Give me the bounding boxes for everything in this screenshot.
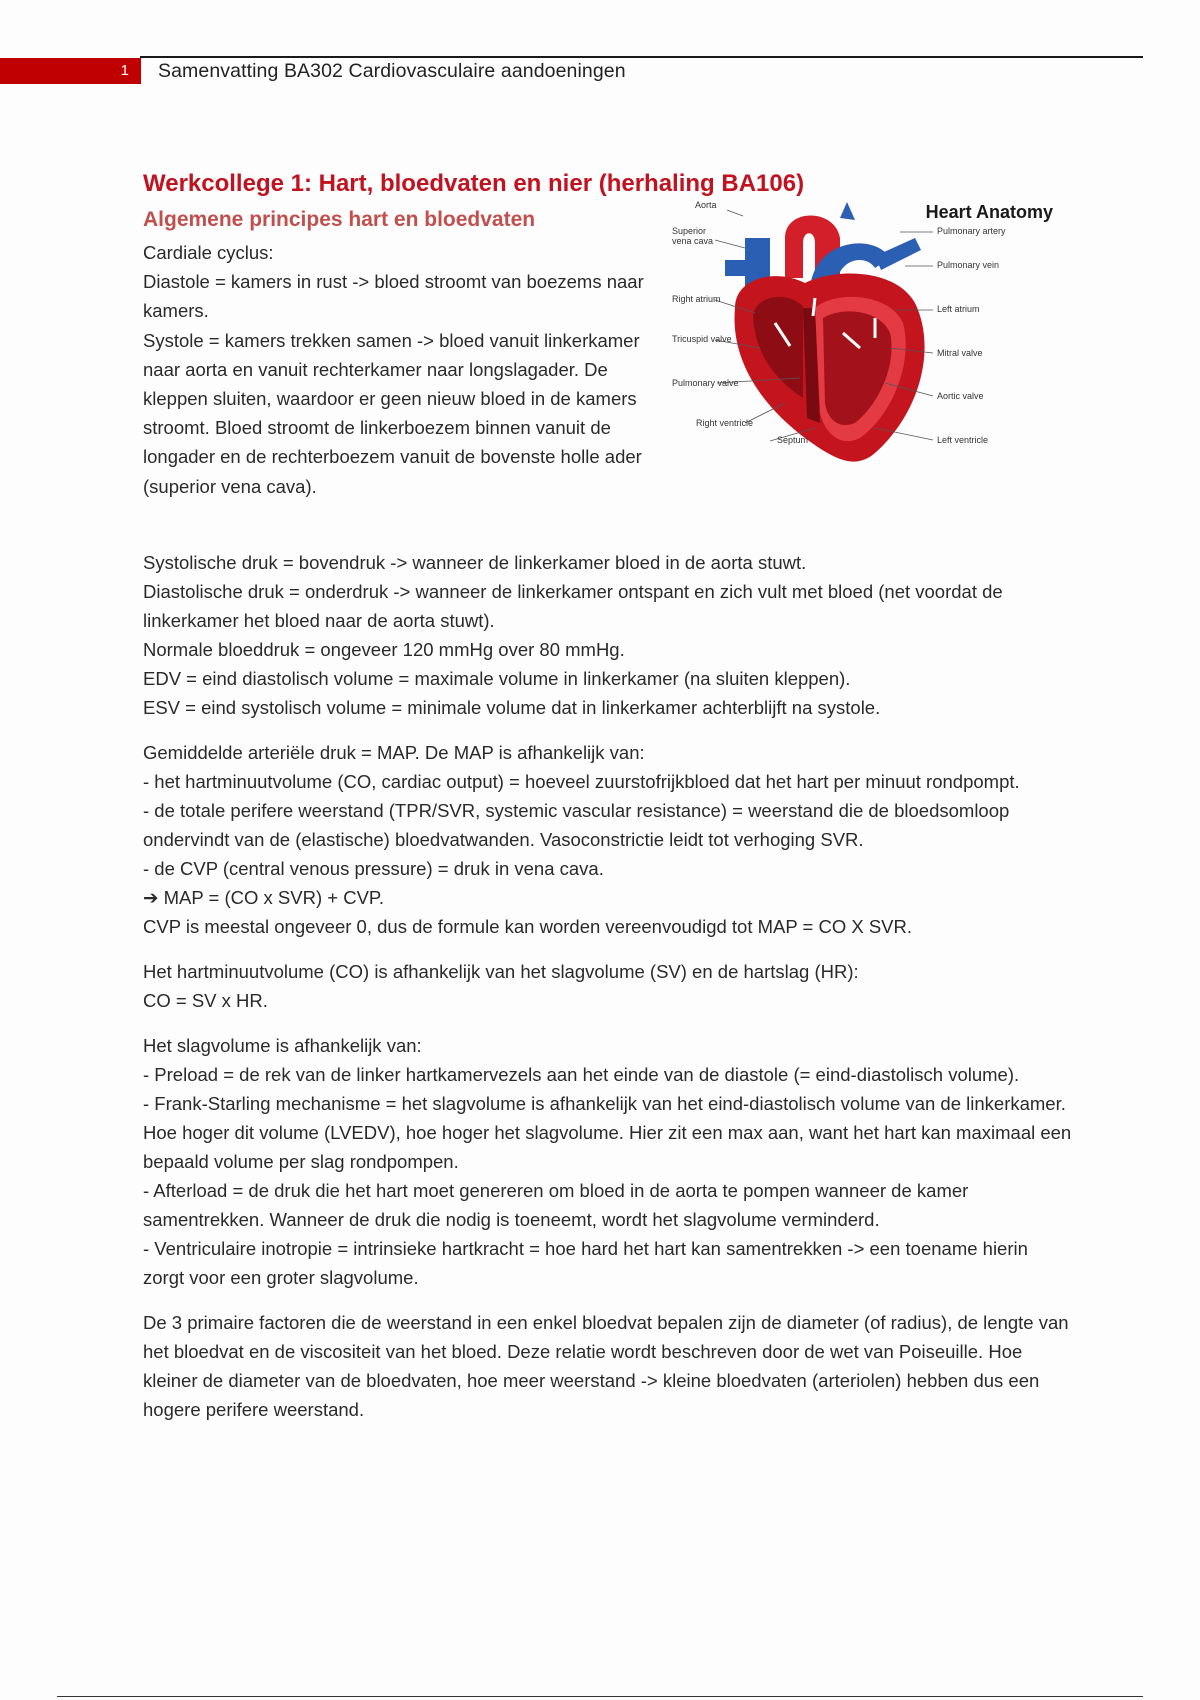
text-line: Normale bloeddruk = ongeveer 120 mmHg over 80 mmHg. <box>143 639 625 660</box>
label-left-atrium: Left atrium <box>937 304 980 314</box>
label-right-atrium: Right atrium <box>672 294 721 304</box>
intro-line: Diastole = kamers in rust -> bloed stroomt van boezems naar kamers. <box>143 271 644 322</box>
body-text <box>143 548 1073 1440</box>
text-line: De 3 primaire factoren die de weerstand in een enkel bloedvat bepalen zijn de diameter (of radius), de lengte van het bloedvat en de viscositeit van het bloed. Deze relatie wordt beschreven door de wet van Poiseuille. Hoe kleiner de diameter van de bloedvaten, hoe meer weerstand -> kleine bloedvaten (arteriolen) hebben dus een hogere perifere weerstand. <box>143 1312 1069 1420</box>
text-line: - het hartminuutvolume (CO, cardiac output) = hoeveel zuurstofrijkbloed dat het hart per minuut rondpompt. <box>143 771 1020 792</box>
text-line: Het slagvolume is afhankelijk van: <box>143 1035 422 1056</box>
header-rule <box>140 56 1143 58</box>
intro-line: Cardiale cyclus: <box>143 242 274 263</box>
text-line: Systolische druk = bovendruk -> wanneer de linkerkamer bloed in de aorta stuwt. <box>143 552 807 573</box>
text-line: Het hartminuutvolume (CO) is afhankelijk van het slagvolume (SV) en de hartslag (HR): <box>143 961 859 982</box>
label-tricuspid-valve: Tricuspid valve <box>672 334 732 344</box>
text-line: - Preload = de rek van de linker hartkamervezels aan het einde van de diastole (= eind-diastolisch volume). <box>143 1064 1020 1085</box>
label-aortic-valve: Aortic valve <box>937 391 984 401</box>
text-line: - de totale perifere weerstand (TPR/SVR, systemic vascular resistance) = weerstand die de bloedsomloop ondervindt van de (elastische) bloedvatwanden. Vasoconstrictie leidt tot verhoging SVR. <box>143 800 1010 850</box>
page-number-badge: 1 <box>0 58 141 84</box>
paragraph-map <box>143 738 1073 941</box>
text-line: CO = SV x HR. <box>143 990 268 1011</box>
paragraph-cardiac-output <box>143 957 1073 1015</box>
label-pulmonary-valve: Pulmonary valve <box>672 378 739 388</box>
label-right-ventricle: Right ventricle <box>696 418 754 428</box>
text-line: CVP is meestal ongeveer 0, dus de formule kan worden vereenvoudigd tot MAP = CO X SVR. <box>143 916 913 937</box>
document-header-title: Samenvatting BA302 Cardiovasculaire aandoeningen <box>158 60 626 82</box>
text-line: EDV = eind diastolisch volume = maximale volume in linkerkamer (na sluiten kleppen). <box>143 668 851 689</box>
text-line: - Ventriculaire inotropie = intrinsieke hartkracht = hoe hard het hart kan samentrekken -> een toename hierin zorgt voor een groter slagvolume. <box>143 1238 1028 1288</box>
paragraph-resistance <box>143 1308 1073 1424</box>
intro-line: Systole = kamers trekken samen -> bloed vanuit linkerkamer naar aorta en vanuit rechterkamer naar longslagader. De kleppen sluiten, waardoor er geen nieuw bloed in de kamers stroomt. Bloed stroomt de linkerboezem binnen vanuit de longader en de rechterboezem vanuit de bovenste holle ader (superior vena cava). <box>143 329 642 497</box>
paragraph-blood-pressure <box>143 548 1073 722</box>
label-left-ventricle: Left ventricle <box>937 435 989 445</box>
label-superior-vena-cava: Superior vena cava <box>672 226 714 246</box>
label-pulmonary-vein: Pulmonary vein <box>937 260 1000 270</box>
text-line: Diastolische druk = onderdruk -> wanneer de linkerkamer ontspant en zich vult met bloed (net voordat de linkerkamer het bloed naar de aorta stuwt). <box>143 581 1003 631</box>
heart-illustration <box>675 198 1075 488</box>
heart-anatomy-figure <box>672 198 1075 488</box>
label-aorta: Aorta <box>695 200 717 210</box>
section-heading: Werkcollege 1: Hart, bloedvaten en nier (herhaling BA106) <box>143 170 805 197</box>
footer-rule <box>57 1696 1143 1697</box>
text-line: Gemiddelde arteriële druk = MAP. De MAP is afhankelijk van: <box>143 742 645 763</box>
intro-text <box>143 238 673 501</box>
text-line: - Afterload = de druk die het hart moet genereren om bloed in de aorta te pompen wanneer de kamer samentrekken. Wanneer de druk die nodig is toeneemt, wordt het slagvolume verminderd. <box>143 1180 969 1230</box>
text-line: ➔ MAP = (CO x SVR) + CVP. <box>143 887 384 908</box>
label-septum: Septum <box>777 435 809 445</box>
section-subheading: Algemene principes hart en bloedvaten <box>143 208 536 231</box>
label-pulmonary-artery: Pulmonary artery <box>937 226 1006 236</box>
label-mitral-valve: Mitral valve <box>937 348 983 358</box>
paragraph-stroke-volume <box>143 1031 1073 1292</box>
figure-title: Heart Anatomy <box>925 202 1053 222</box>
text-line: ESV = eind systolisch volume = minimale volume dat in linkerkamer achterblijft na systole. <box>143 697 881 718</box>
text-line: - Frank-Starling mechanisme = het slagvolume is afhankelijk van het eind-diastolisch volume van de linkerkamer. Hoe hoger dit volume (LVEDV), hoe hoger het slagvolume. Hier zit een max aan, want het hart kan maximaal een bepaald volume per slag rondpompen. <box>143 1093 1072 1172</box>
text-line: - de CVP (central venous pressure) = druk in vena cava. <box>143 858 604 879</box>
